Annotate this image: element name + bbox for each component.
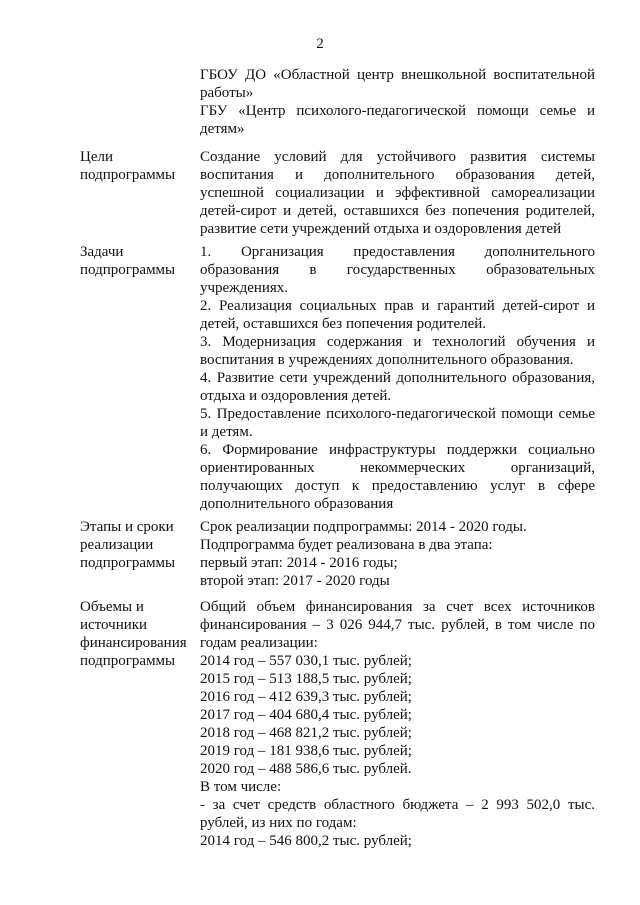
label-line: Задачи (80, 244, 124, 260)
text-line: Создание условий для устойчивого развития системы (200, 149, 595, 165)
text-line: рублей, из них по годам: (200, 815, 357, 831)
text-line: второй этап: 2017 - 2020 годы (200, 573, 390, 589)
section-label (80, 518, 195, 572)
text-line: получающих доступ к предоставлению услуг в сфере (200, 478, 595, 494)
text-line: детей-сирот и детей, оставшихся без попечения родителей, (200, 203, 595, 219)
text-line: образования в государственных образовательных (200, 262, 595, 278)
text-line: 1. Организация предоставления дополнительного (200, 244, 595, 260)
text-line: 3. Модернизация содержания и технологий обучения и (200, 334, 595, 350)
label-line: подпрограммы (80, 555, 176, 571)
text-line: 2020 год – 488 586,6 тыс. рублей. (200, 761, 412, 777)
text-line: ГБУ «Центр психолого-педагогической помощи семье и (200, 103, 595, 119)
text-line: 2014 год – 546 800,2 тыс. рублей; (200, 833, 412, 849)
text-line: воспитания и дополнительного образования детей, (200, 167, 595, 183)
label-line: реализации (80, 537, 154, 553)
text-line: 2017 год – 404 680,4 тыс. рублей; (200, 707, 412, 723)
text-line: 2015 год – 513 188,5 тыс. рублей; (200, 671, 412, 687)
section-label (80, 598, 195, 670)
text-line: отдыха и оздоровления детей. (200, 388, 392, 404)
text-line: успешной социализации и эффективной самореализации (200, 185, 595, 201)
section-label (80, 243, 195, 279)
section-text (200, 598, 595, 850)
label-line: финансирования (80, 635, 187, 651)
label-line: Объемы и (80, 599, 144, 615)
text-line: финансирования – 3 026 944,7 тыс. рублей, в том числе по (200, 617, 595, 633)
text-line: Срок реализации подпрограммы: 2014 - 2020 годы. (200, 519, 527, 535)
section-label (80, 148, 195, 184)
text-line: 2014 год – 557 030,1 тыс. рублей; (200, 653, 412, 669)
text-line: работы» (200, 85, 254, 101)
label-line: Этапы и сроки (80, 519, 174, 535)
text-line: 2016 год – 412 639,3 тыс. рублей; (200, 689, 412, 705)
label-line: подпрограммы (80, 167, 176, 183)
section-text (200, 148, 595, 238)
text-line: В том числе: (200, 779, 282, 795)
text-line: Подпрограмма будет реализована в два этапа: (200, 537, 493, 553)
page-number: 2 (316, 36, 324, 52)
label-line: Цели (80, 149, 114, 165)
text-line: 4. Развитие сети учреждений дополнительного образования, (200, 370, 595, 386)
section-text (200, 243, 595, 513)
label-line: подпрограммы (80, 262, 176, 278)
text-line: дополнительного образования (200, 496, 394, 512)
text-line: Общий объем финансирования за счет всех источников (200, 599, 595, 615)
text-line: 6. Формирование инфраструктуры поддержки социально (200, 442, 595, 458)
text-line: ГБОУ ДО «Областной центр внешкольной воспитательной (200, 67, 595, 83)
text-line: учреждениях. (200, 280, 289, 296)
text-line: 2019 год – 181 938,6 тыс. рублей; (200, 743, 412, 759)
text-line: ориентированных некоммерческих организаций, (200, 460, 595, 476)
text-line: 2. Реализация социальных прав и гарантий детей-сирот и (200, 298, 595, 314)
text-line: и детям. (200, 424, 253, 440)
label-line: подпрограммы (80, 653, 176, 669)
text-line: 5. Предоставление психолого-педагогической помощи семье (200, 406, 595, 422)
section-text (200, 66, 595, 138)
text-line: детей, оставшихся без попечения родителей. (200, 316, 487, 332)
section-text (200, 518, 595, 590)
text-line: воспитания в учреждениях дополнительного образования. (200, 352, 574, 368)
label-line: источники (80, 617, 148, 633)
text-line: - за счет средств областного бюджета – 2 993 502,0 тыс. (200, 797, 595, 813)
text-line: развитие сети учреждений отдыха и оздоровления детей (200, 221, 562, 237)
text-line: первый этап: 2014 - 2016 годы; (200, 555, 398, 571)
text-line: детям» (200, 121, 245, 137)
text-line: 2018 год – 468 821,2 тыс. рублей; (200, 725, 412, 741)
text-line: годам реализации: (200, 635, 318, 651)
